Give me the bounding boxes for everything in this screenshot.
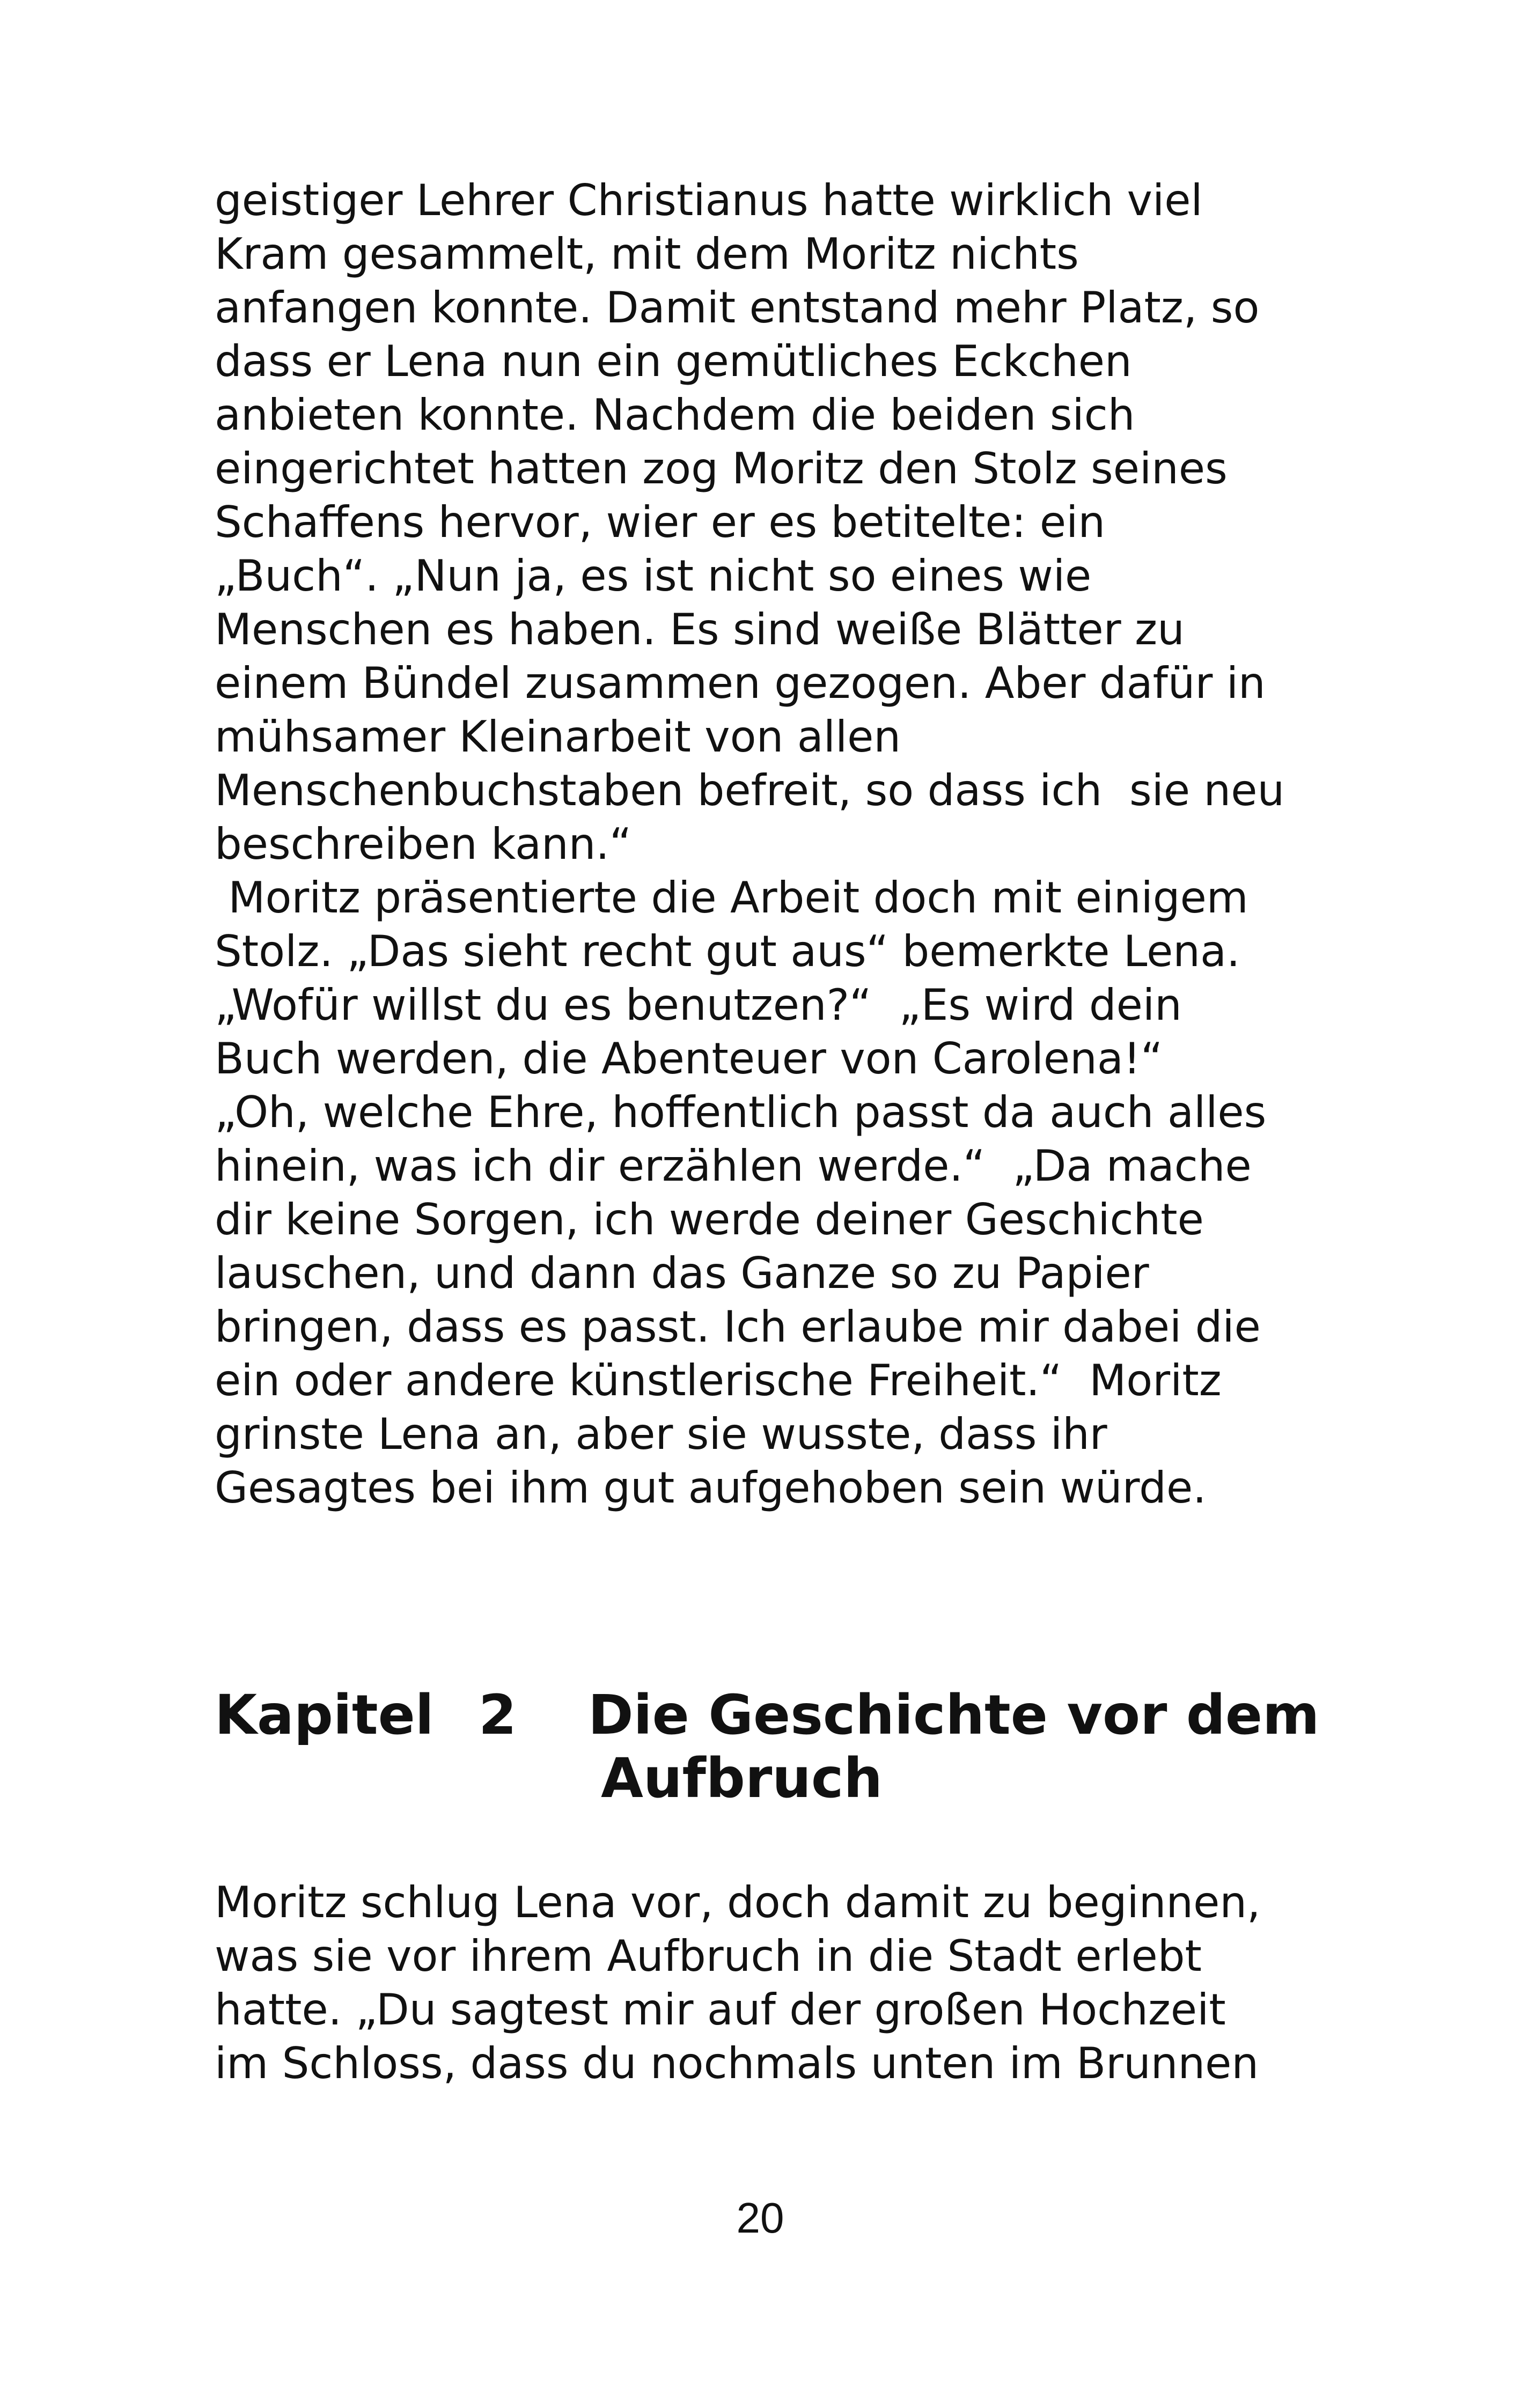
text-line: Stolz. „Das sieht recht gut aus“ bemerkte Lena. bbox=[215, 926, 1240, 976]
text-line: Moritz präsentierte die Arbeit doch mit einigem bbox=[215, 873, 1248, 923]
text-line: mühsamer Kleinarbeit von allen bbox=[215, 712, 901, 762]
text-line: hinein, was ich dir erzählen werde.“ „Da mache bbox=[215, 1141, 1252, 1191]
chapter-heading bbox=[215, 1683, 1368, 1823]
text-line: hatte. „Du sagtest mir auf der großen Hochzeit bbox=[215, 1985, 1226, 2035]
text-line: Menschen es haben. Es sind weiße Blätter zu bbox=[215, 605, 1185, 654]
chapter-title-line1: Die Geschichte vor dem bbox=[588, 1683, 1320, 1747]
text-line: Gesagtes bei ihm gut aufgehoben sein würde. bbox=[215, 1463, 1207, 1513]
text-line: im Schloss, dass du nochmals unten im Brunnen bbox=[215, 2038, 1259, 2088]
text-line: dass er Lena nun ein gemütliches Eckchen bbox=[215, 336, 1132, 386]
text-line: Moritz schlug Lena vor, doch damit zu beginnen, bbox=[215, 1877, 1261, 1927]
text-line: lauschen, und dann das Ganze so zu Papier bbox=[215, 1248, 1149, 1298]
text-line: „Oh, welche Ehre, hoffentlich passt da auch alles bbox=[215, 1087, 1267, 1137]
text-line: eingerichtet hatten zog Moritz den Stolz seines bbox=[215, 444, 1228, 494]
text-line: Menschenbuchstaben befreit, so dass ich sie neu bbox=[215, 765, 1285, 815]
text-line: einem Bündel zusammen gezogen. Aber dafür in bbox=[215, 658, 1266, 708]
text-line: dir keine Sorgen, ich werde deiner Geschichte bbox=[215, 1195, 1204, 1244]
text-line: bringen, dass es passt. Ich erlaube mir dabei die bbox=[215, 1302, 1261, 1352]
text-line: anfangen konnte. Damit entstand mehr Platz, so bbox=[215, 283, 1260, 333]
chapter-number: 2 bbox=[479, 1683, 517, 1747]
body-text-top bbox=[215, 174, 1368, 1515]
text-line: grinste Lena an, aber sie wusste, dass ihr bbox=[215, 1409, 1107, 1459]
text-line: anbieten konnte. Nachdem die beiden sich bbox=[215, 390, 1135, 440]
page-number: 20 bbox=[736, 2194, 784, 2242]
text-line: geistiger Lehrer Christianus hatte wirklich viel bbox=[215, 175, 1203, 225]
text-line: beschreiben kann.“ bbox=[215, 819, 632, 869]
body-text-bottom bbox=[215, 1876, 1368, 2090]
text-line: „Wofür willst du es benutzen?“ „Es wird dein bbox=[215, 980, 1182, 1030]
text-line: Buch werden, die Abenteuer von Carolena!“ bbox=[215, 1034, 1163, 1084]
text-line: Schaffens hervor, wier er es betitelte: ein bbox=[215, 497, 1106, 547]
text-line: „Buch“. „Nun ja, es ist nicht so eines wie bbox=[215, 551, 1092, 601]
text-line: ein oder andere künstlerische Freiheit.“ Moritz bbox=[215, 1356, 1222, 1405]
text-line: Kram gesammelt, mit dem Moritz nichts bbox=[215, 229, 1079, 279]
text-line: was sie vor ihrem Aufbruch in die Stadt erlebt bbox=[215, 1931, 1202, 1981]
chapter-label: Kapitel bbox=[215, 1683, 434, 1747]
chapter-title-line2: Aufbruch bbox=[601, 1747, 883, 1810]
